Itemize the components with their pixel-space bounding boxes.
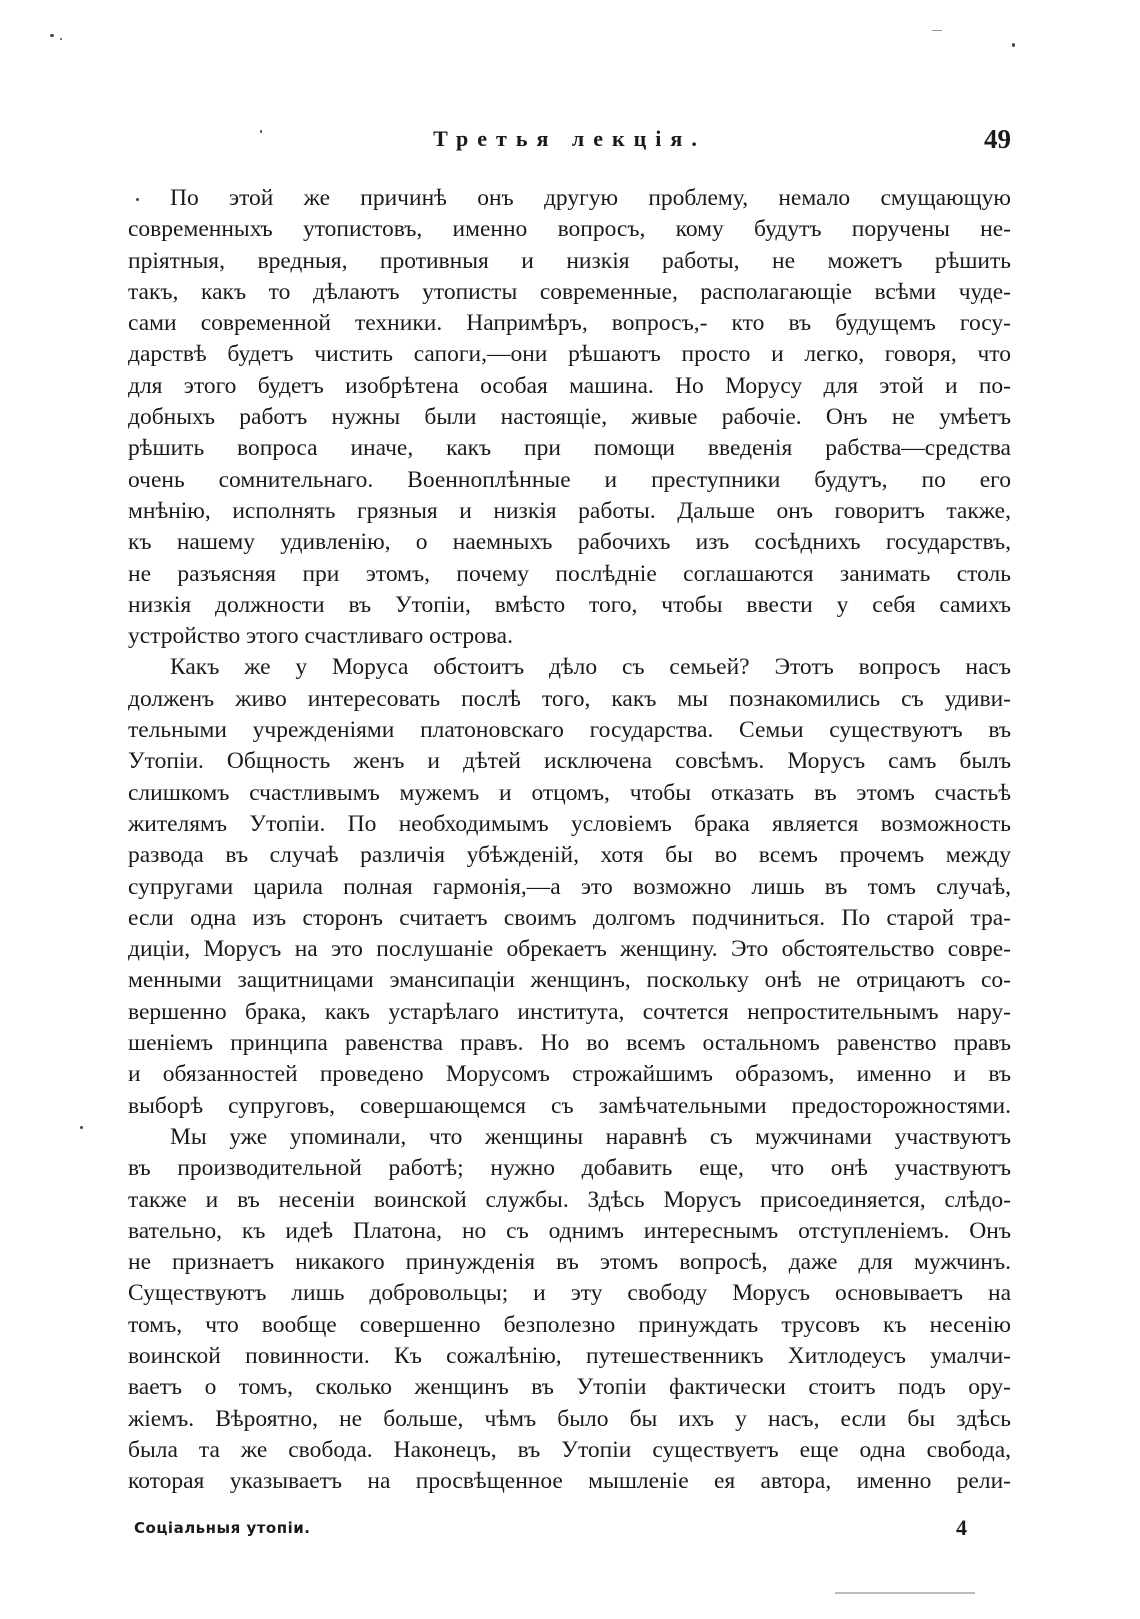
scan-speck — [60, 38, 62, 40]
text-line: дарствѣ будетъ чистить сапоги,—они рѣшаютъ просто и легко, говоря, что — [128, 341, 1011, 368]
text-line: сами современной техники. Напримѣръ, вопросъ,- кто въ будущемъ госу- — [128, 310, 1011, 337]
scan-speck — [260, 130, 262, 133]
text-line: менными защитницами эмансипаціи женщинъ, поскольку онѣ не отрицаютъ со- — [128, 967, 1011, 994]
text-line: не признаетъ никакого принужденія въ этомъ вопросѣ, даже для мужчинъ. — [128, 1249, 1011, 1276]
text-line: устройство этого счастливаго острова. — [128, 623, 513, 650]
text-line: развода въ случаѣ различія убѣжденій, хотя бы во всемъ прочемъ между — [128, 842, 1011, 869]
signature-mark: Соціальныя утопіи. — [134, 1519, 311, 1537]
text-line: По этой же причинѣ онъ другую проблему, немало смущающую — [170, 185, 1011, 211]
running-title: Третья лекція. — [433, 126, 706, 151]
text-line: томъ, что вообще совершенно безполезно принуждать трусовъ къ несенію — [128, 1311, 1011, 1338]
page-number: 49 — [984, 124, 1011, 154]
scan-speck — [1012, 43, 1015, 47]
text-line: также и въ несеніи воинской службы. Здѣсь Морусъ присоединяется, слѣдо- — [128, 1186, 1011, 1213]
scan-speck — [136, 198, 139, 201]
text-line: диціи, Морусъ на это послушаніе обрекаетъ женщину. Это обстоятельство совре- — [128, 936, 1011, 963]
text-line: шеніемъ принципа равенства правъ. Но во всемъ остальномъ равенство правъ — [128, 1030, 1011, 1057]
text-line: слишкомъ счастливымъ мужемъ и отцомъ, чтобы отказать въ этомъ счастьѣ — [128, 779, 1011, 806]
footer — [134, 1515, 984, 1549]
text-line: Мы уже упоминали, что женщины наравнѣ съ мужчинами участвуютъ — [170, 1123, 1011, 1150]
body-text — [128, 183, 1011, 1497]
text-line: Утопіи. Общность женъ и дѣтей исключена совсѣмъ. Морусъ самъ былъ — [128, 748, 1011, 775]
text-line: супругами царила полная гармонія,—а это возможно лишь въ томъ случаѣ, — [128, 873, 1011, 900]
text-line: мнѣнію, исполнять грязныя и низкія работы. Дальше онъ говоритъ также, — [128, 497, 1011, 524]
text-line: долженъ живо интересовать послѣ того, какъ мы познакомились съ удиви- — [128, 685, 1011, 712]
text-line: была та же свобода. Наконецъ, въ Утопіи существуетъ еще одна свобода, — [128, 1436, 1011, 1463]
text-line: добныхъ работъ нужны были настоящіе, живые рабочіе. Онъ не умѣетъ — [128, 404, 1011, 431]
scan-speck — [50, 34, 54, 37]
text-line: очень сомнительнаго. Военноплѣнные и преступники будутъ, по его — [128, 466, 1011, 493]
sheet-number: 4 — [956, 1515, 967, 1540]
text-line: вершенно брака, какъ устарѣлаго института, сочтется непростительнымъ нару- — [128, 998, 1011, 1025]
scan-mark — [835, 1592, 975, 1594]
text-line: жіемъ. Вѣроятно, не больше, чѣмъ было бы ихъ у насъ, если бы здѣсь — [128, 1405, 1011, 1432]
text-line: современныхъ утопистовъ, именно вопросъ, кому будутъ поручены не- — [128, 216, 1011, 243]
text-line: тельными учрежденіями платоновскаго государства. Семьи существуютъ въ — [128, 717, 1011, 744]
text-line: Какъ же у Моруса обстоитъ дѣло съ семьей? Этотъ вопросъ насъ — [170, 654, 1011, 681]
text-line: къ нашему удивленію, о наемныхъ рабочихъ изъ сосѣднихъ государствъ, — [128, 529, 1011, 556]
text-line: низкія должности въ Утопіи, вмѣсто того, чтобы ввести у себя самихъ — [128, 591, 1011, 618]
text-line: которая указываетъ на просвѣщенное мышленіе ея автора, именно рели- — [128, 1468, 1011, 1495]
text-line: для этого будетъ изобрѣтена особая машина. Но Морусу для этой и по- — [128, 372, 1011, 399]
text-line: если одна изъ сторонъ считаетъ своимъ долгомъ подчиниться. По старой тра- — [128, 904, 1011, 931]
text-line: вательно, къ идеѣ Платона, но съ однимъ интереснымъ отступленіемъ. Онъ — [128, 1217, 1011, 1244]
scan-speck — [80, 1126, 83, 1129]
scan-mark — [932, 30, 942, 31]
text-line: выборѣ супруговъ, совершающемся съ замѣчательными предосторожностями. — [128, 1092, 1011, 1119]
text-line: въ производительной работѣ; нужно добавить еще, что онѣ участвуютъ — [128, 1155, 1011, 1182]
text-line: Существуютъ лишь добровольцы; и эту свободу Морусъ основываетъ на — [128, 1280, 1011, 1307]
text-line: жителямъ Утопіи. По необходимымъ условіемъ брака является возможность — [128, 810, 1011, 837]
text-line: воинской повинности. Къ сожалѣнію, путешественникъ Хитлодеусъ умалчи- — [128, 1342, 1011, 1369]
text-line: и обязанностей проведено Морусомъ строжайшимъ образомъ, именно и въ — [128, 1061, 1011, 1088]
text-line: не разъясняя при этомъ, почему послѣдніе соглашаются занимать столь — [128, 560, 1011, 587]
text-line: такъ, какъ то дѣлаютъ утописты современные, располагающіе всѣми чуде- — [128, 278, 1011, 305]
text-line: пріятныя, вредныя, противныя и низкія работы, не можетъ рѣшить — [128, 247, 1011, 274]
text-line: ваетъ о томъ, сколько женщинъ въ Утопіи фактически стоитъ подъ ору- — [128, 1374, 1011, 1401]
text-line: рѣшить вопроса иначе, какъ при помощи введенія рабства—средства — [128, 435, 1011, 462]
